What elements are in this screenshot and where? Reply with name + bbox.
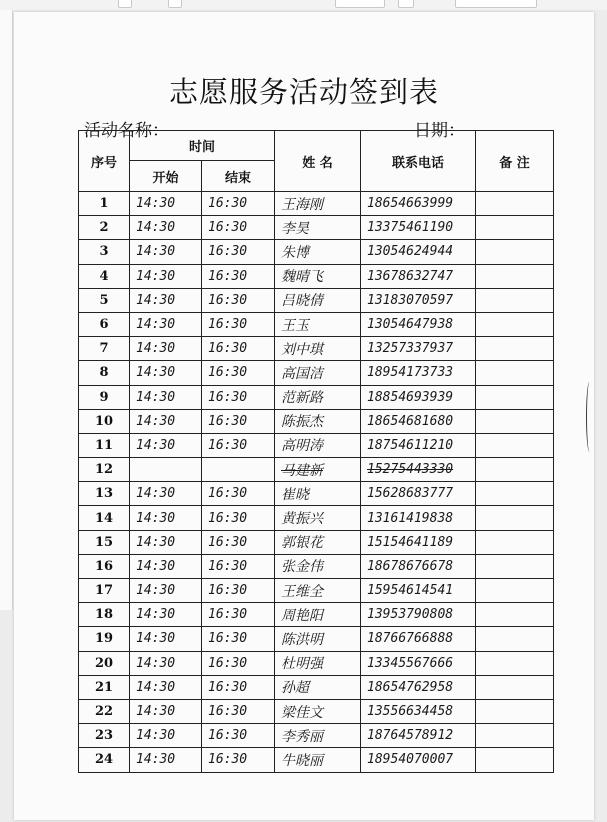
phone-number: 18678676678 — [361, 554, 476, 578]
table-row — [79, 699, 554, 723]
toolbar-button[interactable] — [168, 0, 182, 8]
document-title: 志愿服务活动签到表 — [168, 75, 439, 109]
signature: 崔晓 — [275, 482, 361, 506]
row-index: 3 — [79, 240, 130, 264]
start-time: 14:30 — [130, 216, 202, 240]
phone-number: 18954070007 — [361, 748, 476, 772]
table-row — [79, 240, 554, 264]
signature: 朱博 — [275, 240, 361, 264]
table-row — [79, 627, 554, 651]
phone-number: 13556634458 — [361, 699, 476, 723]
row-index: 17 — [79, 579, 130, 603]
note-cell — [476, 312, 554, 336]
row-index: 12 — [79, 458, 130, 482]
end-time: 16:30 — [202, 361, 275, 385]
end-time: 16:30 — [202, 337, 275, 361]
end-time: 16:30 — [202, 554, 275, 578]
signature: 牛晓丽 — [275, 748, 361, 772]
signature: 马建新 — [275, 458, 361, 482]
note-cell — [476, 240, 554, 264]
phone-number: 18754611210 — [361, 433, 476, 457]
phone-number: 18654681680 — [361, 409, 476, 433]
header-name: 姓 名 — [275, 131, 361, 192]
start-time: 14:30 — [130, 506, 202, 530]
table-row — [79, 506, 554, 530]
phone-number: 15954614541 — [361, 579, 476, 603]
start-time: 14:30 — [130, 724, 202, 748]
phone-number: 18654762958 — [361, 675, 476, 699]
row-index: 9 — [79, 385, 130, 409]
table-row — [79, 554, 554, 578]
table-row — [79, 337, 554, 361]
note-cell — [476, 748, 554, 772]
end-time: 16:30 — [202, 627, 275, 651]
signature: 陈振杰 — [275, 409, 361, 433]
end-time: 16:30 — [202, 385, 275, 409]
end-time: 16:30 — [202, 603, 275, 627]
end-time: 16:30 — [202, 264, 275, 288]
header-time: 时间 — [130, 131, 275, 161]
toolbar-button[interactable] — [398, 0, 414, 8]
note-cell — [476, 675, 554, 699]
phone-number: 18654663999 — [361, 192, 476, 216]
table-row — [79, 724, 554, 748]
start-time: 14:30 — [130, 192, 202, 216]
end-time: 16:30 — [202, 240, 275, 264]
signature: 李昊 — [275, 216, 361, 240]
end-time: 16:30 — [202, 675, 275, 699]
end-time — [202, 458, 275, 482]
phone-number: 18764578912 — [361, 724, 476, 748]
signature: 梁佳文 — [275, 699, 361, 723]
start-time: 14:30 — [130, 651, 202, 675]
start-time: 14:30 — [130, 530, 202, 554]
end-time: 16:30 — [202, 699, 275, 723]
signature: 魏晴飞 — [275, 264, 361, 288]
start-time: 14:30 — [130, 699, 202, 723]
side-panel — [0, 10, 13, 610]
phone-number: 15154641189 — [361, 530, 476, 554]
signature: 郭银花 — [275, 530, 361, 554]
row-index: 11 — [79, 433, 130, 457]
note-cell — [476, 385, 554, 409]
end-time: 16:30 — [202, 288, 275, 312]
table-row — [79, 458, 554, 482]
row-index: 5 — [79, 288, 130, 312]
start-time: 14:30 — [130, 433, 202, 457]
start-time: 14:30 — [130, 748, 202, 772]
note-cell — [476, 724, 554, 748]
toolbar-button[interactable] — [335, 0, 385, 8]
row-index: 22 — [79, 699, 130, 723]
header-note: 备 注 — [476, 131, 554, 192]
end-time: 16:30 — [202, 482, 275, 506]
note-cell — [476, 361, 554, 385]
table-row — [79, 192, 554, 216]
row-index: 23 — [79, 724, 130, 748]
note-cell — [476, 458, 554, 482]
table-row — [79, 288, 554, 312]
end-time: 16:30 — [202, 579, 275, 603]
note-cell — [476, 192, 554, 216]
table-row — [79, 651, 554, 675]
note-cell — [476, 651, 554, 675]
row-index: 6 — [79, 312, 130, 336]
signature: 黄振兴 — [275, 506, 361, 530]
row-index: 16 — [79, 554, 130, 578]
phone-number: 13257337937 — [361, 337, 476, 361]
row-index: 19 — [79, 627, 130, 651]
end-time: 16:30 — [202, 409, 275, 433]
signature: 李秀丽 — [275, 724, 361, 748]
row-index: 1 — [79, 192, 130, 216]
note-cell — [476, 288, 554, 312]
phone-number: 13054624944 — [361, 240, 476, 264]
row-index: 8 — [79, 361, 130, 385]
note-cell — [476, 554, 554, 578]
row-index: 24 — [79, 748, 130, 772]
note-cell — [476, 216, 554, 240]
note-cell — [476, 603, 554, 627]
start-time: 14:30 — [130, 603, 202, 627]
signature: 吕晓倩 — [275, 288, 361, 312]
signature: 陈洪明 — [275, 627, 361, 651]
end-time: 16:30 — [202, 651, 275, 675]
scanned-sheet — [14, 12, 594, 820]
start-time: 14:30 — [130, 482, 202, 506]
row-index: 18 — [79, 603, 130, 627]
note-cell — [476, 506, 554, 530]
row-index: 2 — [79, 216, 130, 240]
note-cell — [476, 264, 554, 288]
sign-in-table — [78, 130, 554, 773]
end-time: 16:30 — [202, 506, 275, 530]
toolbar-button[interactable] — [455, 0, 537, 8]
table-row — [79, 579, 554, 603]
phone-number: 13183070597 — [361, 288, 476, 312]
start-time: 14:30 — [130, 264, 202, 288]
phone-number: 18954173733 — [361, 361, 476, 385]
activity-name-label: 活动名称： — [84, 121, 169, 141]
row-index: 10 — [79, 409, 130, 433]
end-time: 16:30 — [202, 724, 275, 748]
signature: 孙超 — [275, 675, 361, 699]
phone-number: 18766766888 — [361, 627, 476, 651]
row-index: 14 — [79, 506, 130, 530]
end-time: 16:30 — [202, 530, 275, 554]
signature: 高国洁 — [275, 361, 361, 385]
date-label: 日期： — [414, 121, 465, 141]
table-row — [79, 748, 554, 772]
phone-number: 13375461190 — [361, 216, 476, 240]
end-time: 16:30 — [202, 312, 275, 336]
phone-number: 13161419838 — [361, 506, 476, 530]
table-row — [79, 530, 554, 554]
phone-number: 13054647938 — [361, 312, 476, 336]
phone-number: 15275443330 — [361, 458, 476, 482]
table-row — [79, 433, 554, 457]
phone-number: 13953790808 — [361, 603, 476, 627]
signature: 杜明强 — [275, 651, 361, 675]
viewer-toolbar — [0, 0, 607, 10]
signature: 王维全 — [275, 579, 361, 603]
row-index: 7 — [79, 337, 130, 361]
start-time: 14:30 — [130, 554, 202, 578]
note-cell — [476, 433, 554, 457]
note-cell — [476, 579, 554, 603]
end-time: 16:30 — [202, 192, 275, 216]
note-cell — [476, 337, 554, 361]
start-time: 14:30 — [130, 240, 202, 264]
table-row — [79, 216, 554, 240]
signature: 王海刚 — [275, 192, 361, 216]
row-index: 21 — [79, 675, 130, 699]
signature: 刘中琪 — [275, 337, 361, 361]
signature: 王玉 — [275, 312, 361, 336]
signature: 周艳阳 — [275, 603, 361, 627]
note-cell — [476, 699, 554, 723]
phone-number: 18854693939 — [361, 385, 476, 409]
note-cell — [476, 530, 554, 554]
start-time: 14:30 — [130, 312, 202, 336]
start-time: 14:30 — [130, 288, 202, 312]
signature: 张金伟 — [275, 554, 361, 578]
end-time: 16:30 — [202, 216, 275, 240]
start-time: 14:30 — [130, 675, 202, 699]
table-row — [79, 603, 554, 627]
pen-mark — [586, 382, 593, 452]
note-cell — [476, 409, 554, 433]
start-time: 14:30 — [130, 579, 202, 603]
table-row — [79, 675, 554, 699]
row-index: 20 — [79, 651, 130, 675]
table-row — [79, 409, 554, 433]
end-time: 16:30 — [202, 748, 275, 772]
phone-number: 15628683777 — [361, 482, 476, 506]
note-cell — [476, 627, 554, 651]
row-index: 4 — [79, 264, 130, 288]
start-time: 14:30 — [130, 385, 202, 409]
note-cell — [476, 482, 554, 506]
table-row — [79, 361, 554, 385]
start-time: 14:30 — [130, 337, 202, 361]
phone-number: 13678632747 — [361, 264, 476, 288]
end-time: 16:30 — [202, 433, 275, 457]
header-start: 开始 — [130, 161, 202, 192]
toolbar-button[interactable] — [118, 0, 132, 8]
row-index: 15 — [79, 530, 130, 554]
phone-number: 13345567666 — [361, 651, 476, 675]
header-end: 结束 — [202, 161, 275, 192]
table-row — [79, 264, 554, 288]
row-index: 13 — [79, 482, 130, 506]
header-index: 序号 — [79, 131, 130, 192]
table-row — [79, 385, 554, 409]
start-time — [130, 458, 202, 482]
start-time: 14:30 — [130, 409, 202, 433]
header-phone: 联系电话 — [361, 131, 476, 192]
start-time: 14:30 — [130, 627, 202, 651]
signature: 范新路 — [275, 385, 361, 409]
table-row — [79, 312, 554, 336]
start-time: 14:30 — [130, 361, 202, 385]
signature: 高明涛 — [275, 433, 361, 457]
table-row — [79, 482, 554, 506]
